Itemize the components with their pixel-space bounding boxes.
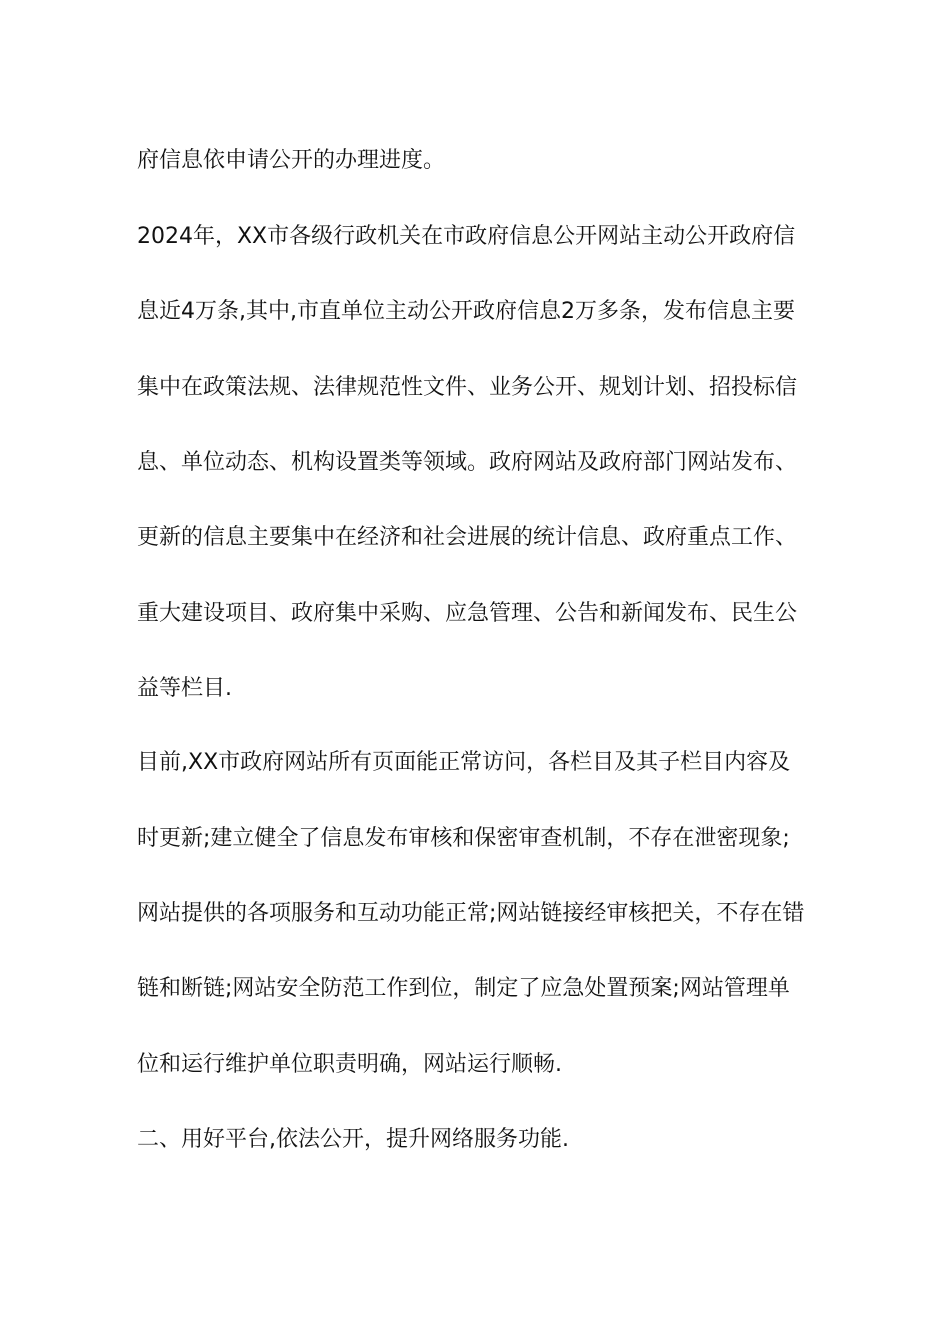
- text-line: 集中在政策法规、法律规范性文件、业务公开、规划计划、招投标信: [137, 375, 798, 400]
- text-line: 更新的信息主要集中在经济和社会进展的统计信息、政府重点工作、: [137, 525, 798, 550]
- text-line: 府信息依申请公开的办理进度。: [137, 148, 446, 173]
- text-line: 益等栏目.: [137, 676, 232, 701]
- text-line: 时更新;建立健全了信息发布审核和保密审查机制，不存在泄密现象;: [137, 826, 790, 851]
- text-line: 2024年，XX市各级行政机关在市政府信息公开网站主动公开政府信: [137, 224, 796, 249]
- text-line: 重大建设项目、政府集中采购、应急管理、公告和新闻发布、民生公: [137, 601, 798, 626]
- text-line: 链和断链;网站安全防范工作到位，制定了应急处置预案;网站管理单: [137, 976, 790, 1001]
- text-line: 网站提供的各项服务和互动功能正常;网站链接经审核把关，不存在错: [137, 901, 805, 926]
- text-line: 目前,XX市政府网站所有页面能正常访问，各栏目及其子栏目内容及: [137, 750, 791, 775]
- text-line: 息近4万条,其中,市直单位主动公开政府信息2万多条，发布信息主要: [137, 299, 795, 324]
- text-line: 位和运行维护单位职责明确，网站运行顺畅.: [137, 1052, 562, 1077]
- text-line: 二、用好平台,依法公开，提升网络服务功能.: [137, 1127, 569, 1152]
- text-line: 息、单位动态、机构设置类等领域。政府网站及政府部门网站发布、: [137, 450, 798, 475]
